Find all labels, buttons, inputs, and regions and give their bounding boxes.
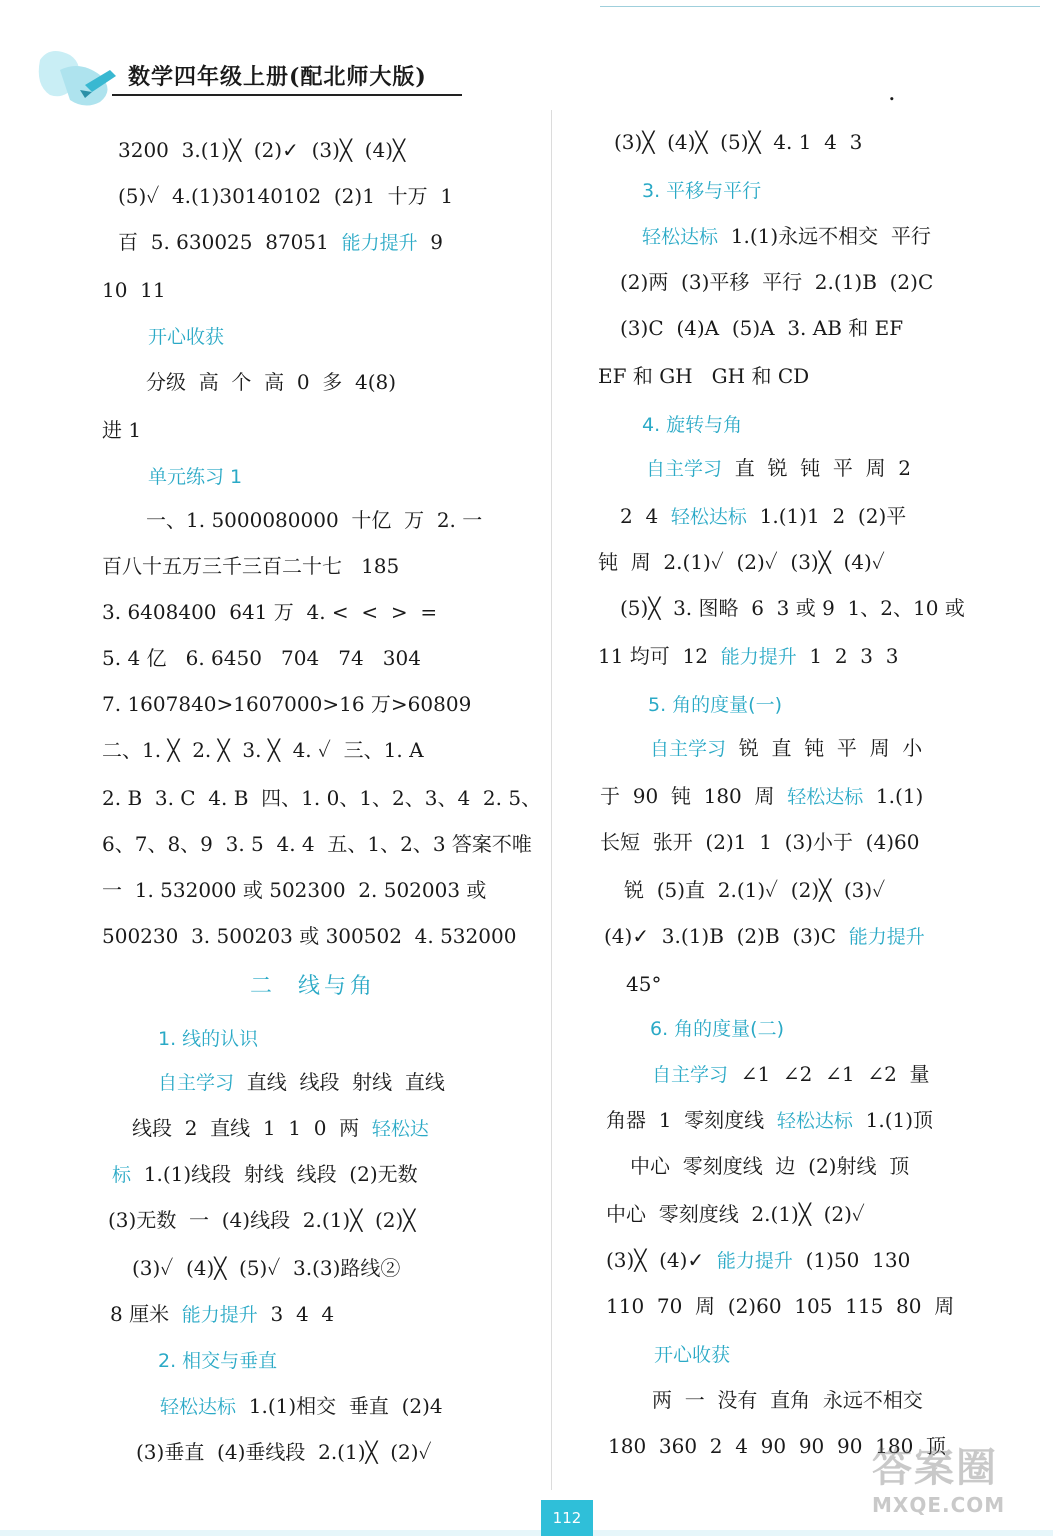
left-column-line bbox=[102, 694, 471, 714]
left-column-line bbox=[136, 1442, 432, 1462]
right-column-line bbox=[626, 974, 661, 994]
answer-text: 中心 零刻度线 边 (2)射线 顶 bbox=[630, 1154, 910, 1178]
section-keyword: 轻松达 bbox=[371, 1118, 429, 1140]
left-column-line bbox=[158, 1072, 445, 1093]
answer-text: ∠1 ∠2 ∠1 ∠2 量 bbox=[728, 1062, 930, 1086]
right-column-line bbox=[600, 786, 923, 807]
answer-text: 11 均可 12 bbox=[598, 644, 721, 668]
right-column-line bbox=[614, 132, 862, 152]
answer-text: 3. 6408400 641 万 4. < < > = bbox=[102, 600, 438, 624]
left-column-line bbox=[118, 140, 405, 160]
left-column-line bbox=[158, 1350, 277, 1371]
answer-text: 百 5. 630025 87051 bbox=[118, 230, 342, 254]
answer-text: 中心 零刻度线 2.(1)╳ (2)✓ bbox=[606, 1202, 865, 1226]
header-underline bbox=[112, 94, 462, 96]
answer-text: 2 4 bbox=[620, 504, 671, 528]
left-column-line bbox=[148, 326, 224, 347]
answer-text: (3)垂直 (4)垂线段 2.(1)╳ (2)✓ bbox=[136, 1440, 432, 1464]
section-keyword: 能力提升 bbox=[716, 1250, 793, 1272]
section-keyword: 轻松达标 bbox=[642, 226, 719, 248]
right-column-line bbox=[620, 318, 903, 338]
chapter-title: 二 线与角 bbox=[250, 974, 376, 999]
answer-text: 角器 1 零刻度线 bbox=[606, 1108, 777, 1132]
section-keyword: 自主学习 bbox=[646, 458, 723, 480]
section-keyword: 能力提升 bbox=[848, 926, 925, 948]
answer-text: 分级 高 个 高 0 多 4(8) bbox=[146, 370, 397, 394]
answer-text: 百八十五万三千三百二十七 185 bbox=[102, 554, 400, 578]
left-column-line bbox=[146, 510, 482, 530]
right-column-line bbox=[648, 694, 782, 715]
right-column-line bbox=[606, 1110, 933, 1131]
stray-dot: . bbox=[888, 78, 896, 106]
answer-text: 长短 张开 (2)1 1 (3)小于 (4)60 bbox=[600, 830, 920, 854]
section-keyword: 能力提升 bbox=[181, 1304, 258, 1326]
answer-text: 10 11 bbox=[102, 278, 166, 302]
right-column-line bbox=[606, 1204, 865, 1224]
right-column-line bbox=[650, 738, 922, 759]
answer-text: 180 360 2 4 90 90 90 180 顶 bbox=[608, 1434, 947, 1458]
right-column-line bbox=[598, 366, 809, 386]
section-heading: 开心收获 bbox=[654, 1344, 731, 1366]
right-column-line bbox=[630, 1156, 909, 1176]
section-keyword: 能力提升 bbox=[341, 232, 418, 254]
answer-text: 直线 线段 射线 直线 bbox=[234, 1070, 445, 1094]
watermark-url: MXQE.COM bbox=[872, 1493, 1006, 1517]
section-heading: 单元练习 1 bbox=[148, 466, 243, 488]
answer-text: (1)50 130 bbox=[792, 1248, 911, 1272]
answer-text: 6、7、8、9 3. 5 4. 4 五、1、2、3 答案不唯 bbox=[102, 832, 532, 856]
book-title: 数学四年级上册(配北师大版) bbox=[128, 64, 427, 90]
left-column-line bbox=[118, 232, 443, 253]
right-column-line bbox=[598, 552, 885, 572]
section-heading: 开心收获 bbox=[148, 326, 225, 348]
left-column-line bbox=[146, 372, 396, 392]
answer-text: 1.(1)永远不相交 平行 bbox=[718, 224, 931, 248]
answer-text: (5)╳ 3. 图略 6 3 或 9 1、2、10 或 bbox=[620, 596, 965, 620]
left-column-line bbox=[102, 556, 399, 576]
answer-text: 1.(1)线段 射线 线段 (2)无数 bbox=[131, 1162, 418, 1186]
left-column-line bbox=[102, 740, 424, 760]
answer-text: 3200 3.(1)╳ (2)✓ (3)╳ (4)╳ bbox=[118, 138, 406, 162]
right-column-line bbox=[606, 1250, 910, 1271]
right-column-line bbox=[646, 458, 911, 479]
left-column-line bbox=[108, 1210, 415, 1230]
right-column-line bbox=[620, 506, 906, 527]
left-column-line bbox=[102, 926, 516, 946]
left-column-line bbox=[102, 880, 486, 900]
watermark-logo-text: 答案圈 bbox=[872, 1445, 998, 1491]
answer-text: 1.(1) bbox=[863, 784, 924, 808]
left-column-line bbox=[148, 466, 242, 487]
section-heading: 4. 旋转与角 bbox=[642, 414, 743, 436]
footer-band bbox=[0, 1530, 1053, 1536]
answer-text: 钝 周 2.(1)✓ (2)✓ (3)╳ (4)✓ bbox=[598, 550, 885, 574]
right-column-line bbox=[620, 598, 965, 618]
left-column-line bbox=[102, 648, 421, 668]
right-column-line bbox=[624, 880, 885, 900]
right-column-line bbox=[606, 1296, 954, 1316]
right-column-line bbox=[654, 1344, 730, 1365]
answer-text: 锐 直 钝 平 周 小 bbox=[726, 736, 923, 760]
answer-text: 于 90 钝 180 周 bbox=[600, 784, 788, 808]
section-heading: 2. 相交与垂直 bbox=[158, 1350, 278, 1372]
answer-text: 1.(1)1 2 (2)平 bbox=[746, 504, 907, 528]
answer-text: 2. B 3. C 4. B 四、1. 0、1、2、3、4 2. 5、 bbox=[102, 786, 542, 810]
right-column-line bbox=[598, 646, 898, 667]
left-column-line bbox=[160, 1396, 443, 1417]
answer-text: 一、1. 5000080000 十亿 万 2. 一 bbox=[146, 508, 483, 532]
left-column-line bbox=[102, 280, 166, 300]
left-column-line bbox=[132, 1118, 429, 1139]
answer-text: (3)╳ (4)╳ (5)╳ 4. 1 4 3 bbox=[614, 130, 863, 154]
section-heading: 6. 角的度量(二) bbox=[650, 1018, 784, 1040]
section-heading: 1. 线的认识 bbox=[158, 1028, 259, 1050]
answer-text: (5)✓ 4.(1)30140102 (2)1 十万 1 bbox=[118, 184, 454, 208]
header-top-rule bbox=[600, 6, 1040, 7]
left-column-line bbox=[132, 1258, 400, 1278]
answer-text: 二、1. ╳ 2. ╳ 3. ╳ 4. ✓ 三、1. A bbox=[102, 738, 424, 762]
answer-text: 两 一 没有 直角 永远不相交 bbox=[652, 1388, 923, 1412]
right-column-line bbox=[604, 926, 925, 947]
pencil-brush-logo-icon bbox=[30, 40, 125, 112]
section-keyword: 自主学习 bbox=[652, 1064, 729, 1086]
left-column-line bbox=[102, 602, 437, 622]
answer-text: 1.(1)顶 bbox=[852, 1108, 934, 1132]
answer-text: 5. 4 亿 6. 6450 704 74 304 bbox=[102, 646, 421, 670]
page-number: 112 bbox=[541, 1500, 593, 1536]
section-keyword: 标 bbox=[112, 1164, 132, 1186]
answer-text: 直 锐 钝 平 周 2 bbox=[722, 456, 912, 480]
left-column-line bbox=[102, 788, 541, 808]
right-column-line bbox=[600, 832, 919, 852]
answer-text: 1 2 3 3 bbox=[796, 644, 899, 668]
answer-text: 3 4 4 bbox=[257, 1302, 335, 1326]
answer-text: (3)无数 一 (4)线段 2.(1)╳ (2)╳ bbox=[108, 1208, 416, 1232]
section-keyword: 轻松达标 bbox=[160, 1396, 237, 1418]
section-keyword: 能力提升 bbox=[720, 646, 797, 668]
right-column-line bbox=[650, 1018, 784, 1039]
right-column-line bbox=[652, 1390, 923, 1410]
section-keyword: 轻松达标 bbox=[670, 506, 747, 528]
answer-text: 锐 (5)直 2.(1)✓ (2)╳ (3)✓ bbox=[624, 878, 886, 902]
section-keyword: 轻松达标 bbox=[776, 1110, 853, 1132]
left-column-line bbox=[250, 976, 376, 998]
column-divider bbox=[551, 110, 552, 1490]
answer-text: 线段 2 直线 1 1 0 两 bbox=[132, 1116, 372, 1140]
answer-text: 进 1 bbox=[102, 418, 142, 442]
answer-text: (2)两 (3)平移 平行 2.(1)B (2)C bbox=[620, 270, 934, 294]
answer-text: 45° bbox=[626, 972, 662, 996]
answer-text: 一 1. 532000 或 502300 2. 502003 或 bbox=[102, 878, 487, 902]
answer-text: (3)╳ (4)✓ bbox=[606, 1248, 717, 1272]
left-column-line bbox=[110, 1304, 334, 1325]
right-column-line bbox=[642, 180, 761, 201]
left-column-line bbox=[112, 1164, 418, 1185]
answer-text: (3)✓ (4)╳ (5)✓ 3.(3)路线② bbox=[132, 1256, 401, 1280]
answer-text: EF 和 GH GH 和 CD bbox=[598, 364, 810, 388]
section-heading: 3. 平移与平行 bbox=[642, 180, 762, 202]
section-keyword: 轻松达标 bbox=[787, 786, 864, 808]
right-column-line bbox=[642, 414, 742, 435]
answer-text: 9 bbox=[417, 230, 444, 254]
answer-text: 110 70 周 (2)60 105 115 80 周 bbox=[606, 1294, 955, 1318]
right-column-line bbox=[620, 272, 933, 292]
left-column-line bbox=[158, 1028, 258, 1049]
answer-text: (4)✓ 3.(1)B (2)B (3)C bbox=[604, 924, 849, 948]
left-column-line bbox=[102, 420, 141, 440]
answer-text: 7. 1607840>1607000>16 万>60809 bbox=[102, 692, 472, 716]
left-column-line bbox=[118, 186, 453, 206]
section-keyword: 自主学习 bbox=[650, 738, 727, 760]
right-column-line bbox=[642, 226, 931, 247]
answer-text: 8 厘米 bbox=[110, 1302, 182, 1326]
watermark bbox=[872, 1436, 1042, 1526]
section-keyword: 自主学习 bbox=[158, 1072, 235, 1094]
section-heading: 5. 角的度量(一) bbox=[648, 694, 782, 716]
answer-text: 1.(1)相交 垂直 (2)4 bbox=[236, 1394, 443, 1418]
right-column-line bbox=[652, 1064, 930, 1085]
left-column-line bbox=[102, 834, 532, 854]
answer-text: 500230 3. 500203 或 300502 4. 532000 bbox=[102, 924, 517, 948]
answer-text: (3)C (4)A (5)A 3. AB 和 EF bbox=[620, 316, 904, 340]
